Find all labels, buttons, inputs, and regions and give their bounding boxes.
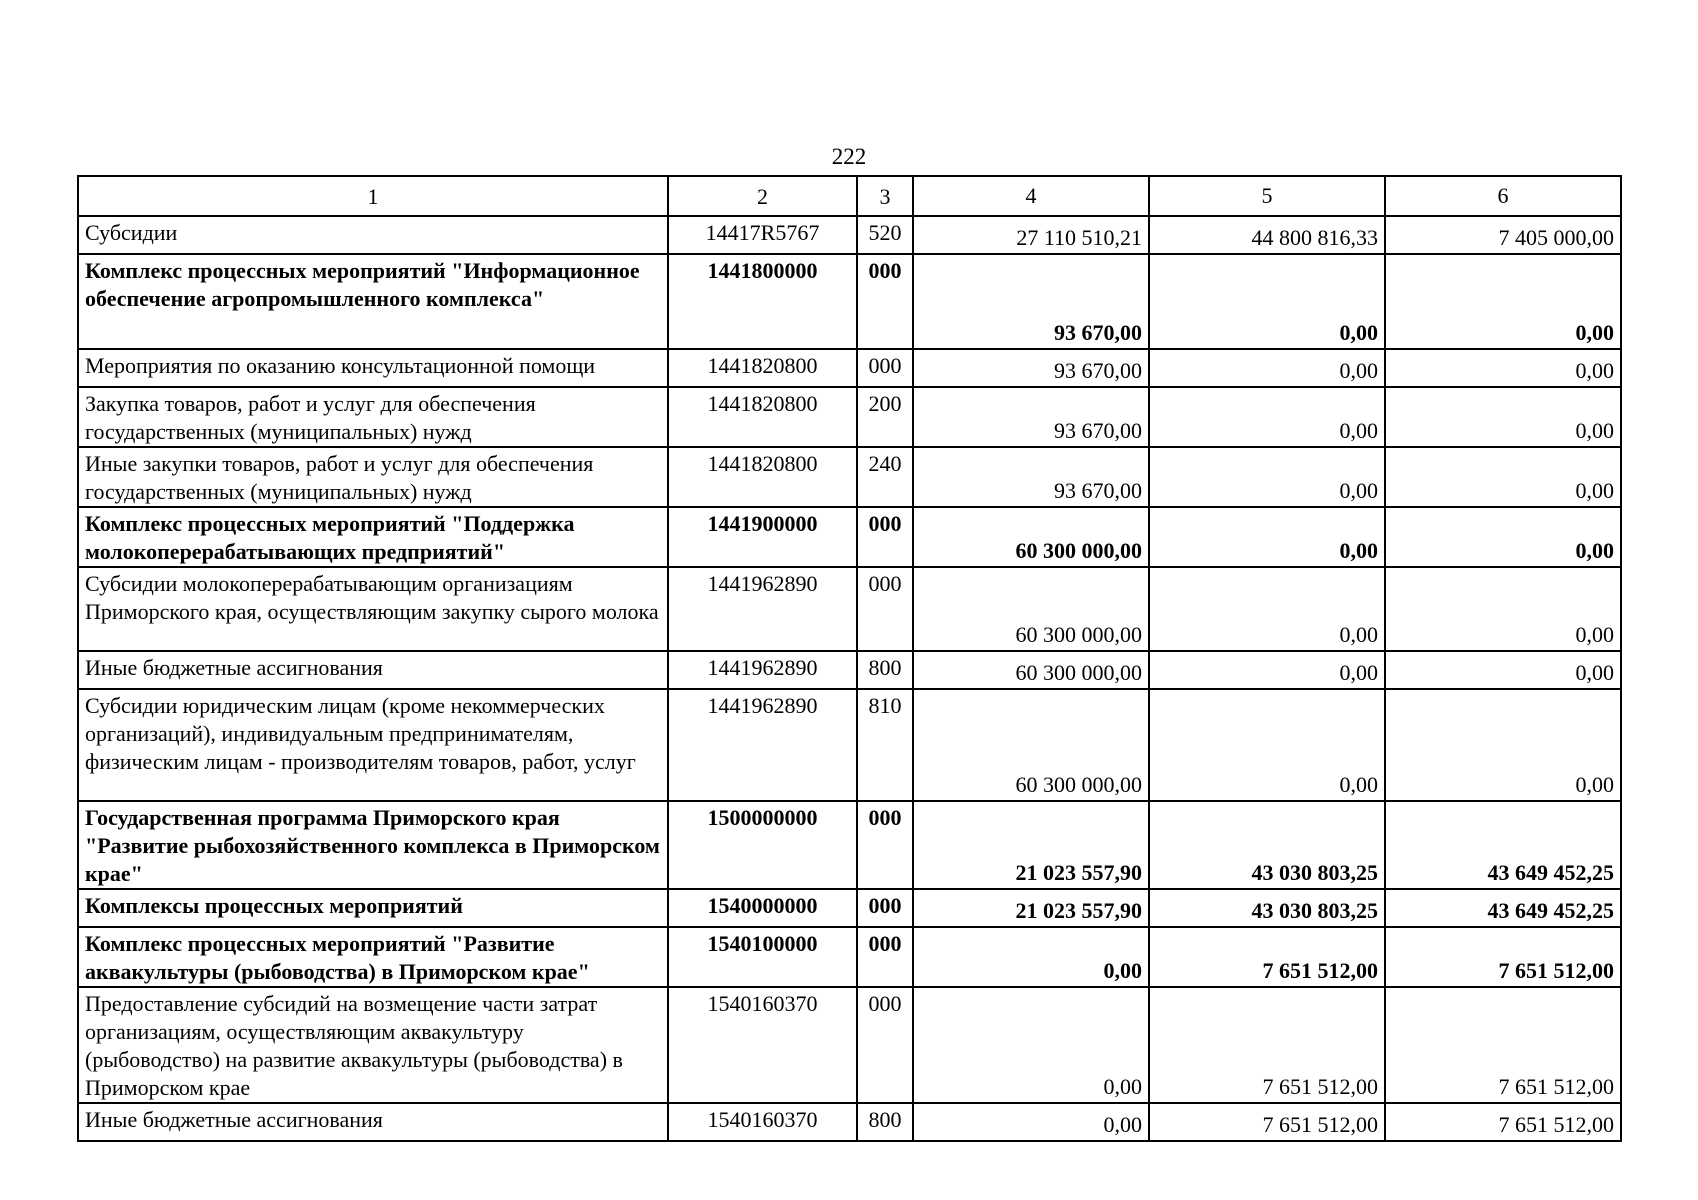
row-name: Комплекс процессных мероприятий "Развитие аквакультуры (рыбоводства) в Приморском крае" [78,927,668,987]
row-value-col5: 0,00 [1149,507,1385,567]
row-type: 000 [857,254,913,349]
page-number: 222 [831,144,867,169]
row-type: 800 [857,651,913,689]
table-row [78,651,1621,689]
row-value-col5: 0,00 [1149,254,1385,349]
row-type: 240 [857,447,913,507]
row-name: Субсидии юридическим лицам (кроме некоммерческих организаций), индивидуальным предпринимателям, физическим лицам - производителям товаров, работ, услуг [78,689,668,801]
table-row [78,889,1621,927]
row-value-col6: 7 405 000,00 [1385,216,1621,254]
row-name: Иные бюджетные ассигнования [78,651,668,689]
row-value-col4: 60 300 000,00 [913,651,1149,689]
row-value-col6: 7 651 512,00 [1385,1103,1621,1141]
row-value-col4: 0,00 [913,987,1149,1103]
row-code: 1441962890 [668,689,857,801]
row-code: 1540100000 [668,927,857,987]
row-value-col6: 0,00 [1385,507,1621,567]
row-code: 14417R5767 [668,216,857,254]
row-type: 000 [857,889,913,927]
table-row [78,387,1621,447]
row-code: 1540000000 [668,889,857,927]
row-code: 1441800000 [668,254,857,349]
row-value-col6: 43 649 452,25 [1385,801,1621,889]
table-row [78,689,1621,801]
row-name: Субсидии [78,216,668,254]
row-value-col6: 0,00 [1385,567,1621,651]
row-value-col6: 0,00 [1385,651,1621,689]
row-type: 000 [857,507,913,567]
row-value-col6: 7 651 512,00 [1385,927,1621,987]
row-type: 800 [857,1103,913,1141]
table-row [78,216,1621,254]
budget-table-body [78,176,1621,1141]
row-value-col5: 0,00 [1149,447,1385,507]
row-value-col4: 93 670,00 [913,254,1149,349]
table-row [78,801,1621,889]
row-type: 000 [857,801,913,889]
row-code: 1500000000 [668,801,857,889]
row-code: 1540160370 [668,1103,857,1141]
row-value-col4: 0,00 [913,1103,1149,1141]
row-value-col6: 0,00 [1385,447,1621,507]
row-type: 000 [857,349,913,387]
row-value-col4: 21 023 557,90 [913,889,1149,927]
table-row [78,987,1621,1103]
row-code: 1540160370 [668,987,857,1103]
row-name: Предоставление субсидий на возмещение части затрат организациям, осуществляющим аквакультуру (рыбоводство) на развитие аквакультуры (рыбоводства) в Приморском крае [78,987,668,1103]
row-name: Субсидии молокоперерабатывающим организациям Приморского края, осуществляющим закупку сырого молока [78,567,668,651]
row-value-col4: 93 670,00 [913,447,1149,507]
row-type: 000 [857,987,913,1103]
table-row [78,254,1621,349]
row-value-col4: 60 300 000,00 [913,689,1149,801]
row-value-col6: 0,00 [1385,349,1621,387]
row-value-col6: 43 649 452,25 [1385,889,1621,927]
row-name: Комплекс процессных мероприятий "Поддержка молокоперерабатывающих предприятий" [78,507,668,567]
row-name: Государственная программа Приморского края "Развитие рыбохозяйственного комплекса в Приморском крае" [78,801,668,889]
row-value-col4: 27 110 510,21 [913,216,1149,254]
column-header-1: 1 [78,176,668,216]
table-row [78,349,1621,387]
row-name: Иные бюджетные ассигнования [78,1103,668,1141]
table-row [78,1103,1621,1141]
table-row [78,927,1621,987]
row-type: 810 [857,689,913,801]
row-value-col4: 60 300 000,00 [913,507,1149,567]
row-code: 1441820800 [668,349,857,387]
row-name: Комплекс процессных мероприятий "Информационное обеспечение агропромышленного комплекса" [78,254,668,349]
row-value-col4: 93 670,00 [913,387,1149,447]
column-header-4: 4 [913,176,1149,216]
table-row [78,567,1621,651]
row-value-col5: 0,00 [1149,567,1385,651]
row-name: Иные закупки товаров, работ и услуг для обеспечения государственных (муниципальных) нужд [78,447,668,507]
row-value-col5: 0,00 [1149,387,1385,447]
row-value-col5: 43 030 803,25 [1149,889,1385,927]
row-value-col6: 0,00 [1385,689,1621,801]
budget-table [77,175,1622,1142]
row-type: 000 [857,927,913,987]
row-value-col5: 0,00 [1149,689,1385,801]
row-value-col4: 21 023 557,90 [913,801,1149,889]
row-code: 1441820800 [668,447,857,507]
table-row [78,447,1621,507]
column-header-6: 6 [1385,176,1621,216]
row-name: Мероприятия по оказанию консультационной помощи [78,349,668,387]
row-code: 1441962890 [668,651,857,689]
row-type: 200 [857,387,913,447]
row-type: 520 [857,216,913,254]
row-value-col4: 0,00 [913,927,1149,987]
row-code: 1441900000 [668,507,857,567]
row-value-col6: 0,00 [1385,254,1621,349]
row-value-col5: 0,00 [1149,651,1385,689]
column-header-5: 5 [1149,176,1385,216]
row-code: 1441820800 [668,387,857,447]
row-type: 000 [857,567,913,651]
row-value-col5: 44 800 816,33 [1149,216,1385,254]
row-value-col5: 43 030 803,25 [1149,801,1385,889]
table-row [78,507,1621,567]
row-value-col5: 7 651 512,00 [1149,927,1385,987]
row-value-col6: 7 651 512,00 [1385,987,1621,1103]
row-code: 1441962890 [668,567,857,651]
row-name: Закупка товаров, работ и услуг для обеспечения государственных (муниципальных) нужд [78,387,668,447]
row-value-col5: 7 651 512,00 [1149,1103,1385,1141]
row-value-col4: 93 670,00 [913,349,1149,387]
column-number-row [78,176,1621,216]
column-header-2: 2 [668,176,857,216]
row-value-col4: 60 300 000,00 [913,567,1149,651]
row-name: Комплексы процессных мероприятий [78,889,668,927]
row-value-col6: 0,00 [1385,387,1621,447]
row-value-col5: 7 651 512,00 [1149,987,1385,1103]
column-header-3: 3 [857,176,913,216]
row-value-col5: 0,00 [1149,349,1385,387]
